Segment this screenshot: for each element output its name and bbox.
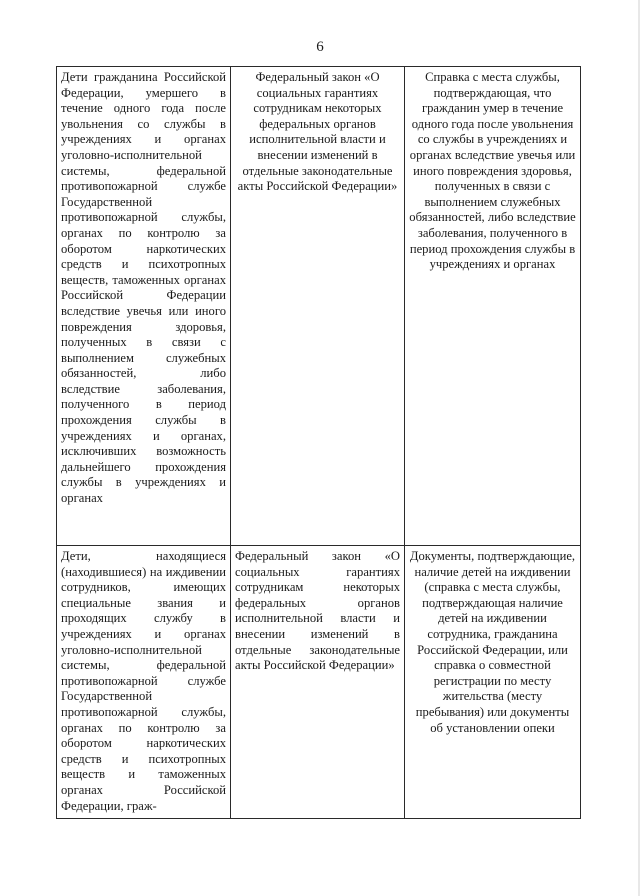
- table-row: [57, 546, 581, 819]
- documents-cell: [405, 67, 581, 546]
- category-cell: [57, 546, 231, 819]
- page-number: 6: [316, 39, 324, 55]
- documents-cell: [405, 546, 581, 819]
- category-cell: [57, 67, 231, 546]
- law-text: Федеральный закон «О социальных гарантиях сотрудникам некоторых федеральных органов исполнительной власти и внесении изменений в отдельные законодательные акты Российской Федерации»: [235, 549, 400, 673]
- documents-text: Справка с места службы, подтверждающая, что гражданин умер в течение одного года после увольнения со службы в учреждениях и органах вследствие увечья или иного повреждения здоровья, полученных в связи с выполнением служебных обязанностей, либо вследствие заболевания, полученного в период прохождения службы в учреждениях и органах: [409, 70, 576, 272]
- documents-text: Документы, подтверждающие, наличие детей на иждивении (справка с места службы, подтверждающая наличие детей на иждивении сотрудника, гражданина Российской Федерации, или справка о совместной регистрации по месту жительства (месту пребывания) или документы об установлении опеки: [409, 549, 576, 735]
- law-cell: [231, 546, 405, 819]
- law-cell: [231, 67, 405, 546]
- category-text: Дети, находящиеся (находившиеся) на иждивении сотрудников, имеющих специальные звания и проходящих службу в учреждениях и органах уголовно-исполнительной системы, федеральной противопожарной службе Государственной противопожарной службы, органах по контролю за оборотом наркотических средств и психотропных веществ и таможенных органах Российской Федерации, граж-: [61, 549, 226, 813]
- benefits-table: [56, 66, 581, 819]
- table-row: [57, 67, 581, 546]
- law-text: Федеральный закон «О социальных гарантиях сотрудникам некоторых федеральных органов исполнительной власти и внесении изменений в отдельные законодательные акты Российской Федерации»: [237, 70, 398, 194]
- category-text: Дети гражданина Российской Федерации, умершего в течение одного года после увольнения со службы в учреждениях и органах уголовно-исполнительной системы, федеральной противопожарной службе Государственной противопожарной службы, органах по контролю за оборотом наркотических средств и психотропных веществ, таможенных органах Российской Федерации вследствие увечья или иного повреждения здоровья, полученных в связи с выполнением служебных обязанностей, либо вследствие заболевания, полученного в период прохождения службы в учреждениях и органах, исключивших возможность дальнейшего прохождения службы в учреждениях и органах: [61, 70, 226, 506]
